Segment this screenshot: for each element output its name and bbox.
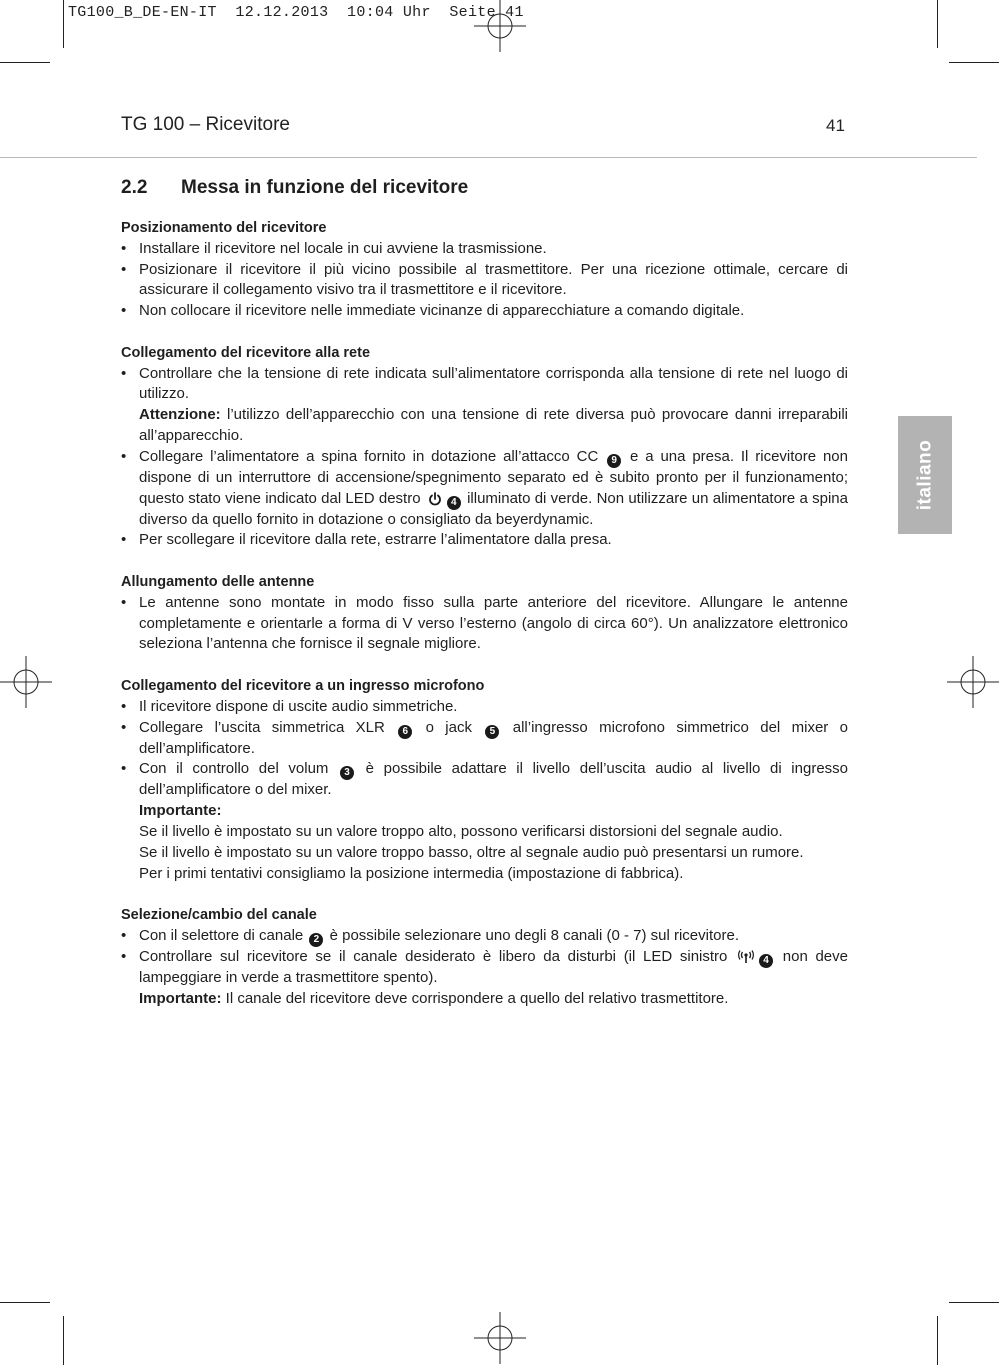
mic-item2-text-c: all’ingresso microfono simmetrico del mixer o dell’amplificatore.	[139, 718, 848, 757]
mic-title: Collegamento del ricevitore a un ingresso microfono	[121, 677, 485, 694]
antenna-icon	[738, 950, 754, 964]
section-number: 2.2	[121, 177, 148, 198]
positioning-block	[121, 218, 848, 322]
power-led-badge: 4	[447, 496, 461, 510]
registration-mark-top	[474, 0, 526, 52]
warning-text: l’utilizzo dell’apparecchio con una tensione di rete diversa può provocare danni irreparabili all’apparecchio.	[139, 406, 848, 444]
channel-block	[121, 905, 848, 1009]
crop-mark	[937, 0, 938, 48]
mic-item2-text-a: Collegare l’uscita simmetrica XLR	[139, 718, 397, 736]
xlr-output-badge: 6	[398, 725, 412, 739]
important-line: Per i primi tentativi consigliamo la posizione intermedia (impostazione di fabbrica).	[139, 864, 684, 882]
warning-label: Attenzione:	[139, 406, 221, 424]
language-tab	[898, 416, 952, 534]
crop-mark	[949, 62, 999, 63]
mic-item3-text-b: è possibile adattare il livello dell’uscita audio al livello di ingresso dell’amplificatore o del mixer.	[139, 760, 848, 799]
jack-output-badge: 5	[485, 725, 499, 739]
main-content	[121, 176, 848, 1030]
channel-item2-text-b: non deve lampeggiare in verde a trasmettitore spento).	[139, 947, 848, 986]
important-label: Importante:	[139, 802, 222, 820]
antennas-block	[121, 572, 848, 655]
section-title: Messa in funzione del ricevitore	[181, 177, 469, 198]
volume-control-badge: 3	[340, 766, 354, 780]
list-item	[121, 926, 848, 947]
mains-item2-text-a: Collegare l’alimentatore a spina fornito in dotazione all’attacco CC	[139, 447, 606, 465]
channel-item1-text-a: Con il selettore di canale	[139, 926, 308, 944]
crop-mark	[63, 0, 64, 48]
language-tab-label: italiano	[914, 439, 936, 511]
channel-title: Selezione/cambio del canale	[121, 907, 317, 924]
list-item	[121, 947, 848, 1010]
list-item: • Per scollegare il ricevitore dalla rete, estrarre l’alimentatore dalla presa.	[121, 530, 848, 551]
mains-warning	[139, 405, 848, 447]
power-icon	[428, 492, 442, 506]
list-item: • Posizionare il ricevitore il più vicino possibile al trasmettitore. Per una ricezione ottimale, cercare di assicurare il collegamento visivo tra il trasmettitore e il ricevitore.	[121, 260, 848, 302]
list-item: • Installare il ricevitore nel locale in cui avviene la trasmissione.	[121, 239, 848, 260]
antennas-list	[121, 593, 848, 655]
important-line: Se il livello è impostato su un valore troppo alto, possono verificarsi distorsioni del segnale audio.	[139, 822, 783, 840]
crop-mark	[0, 1302, 50, 1303]
registration-mark-left	[0, 656, 52, 708]
registration-mark-right	[947, 656, 999, 708]
channel-important	[139, 989, 848, 1010]
important-text: Il canale del ricevitore deve corrispondere a quello del relativo trasmettitore.	[221, 989, 729, 1007]
list-item: • Le antenne sono montate in modo fisso sulla parte anteriore del ricevitore. Allungare le antenne completamente e orientarle a forma di V verso l’esterno (angolo di circa 60°). Un analizzatore elettronico seleziona l’antenna che fornisce il segnale migliore.	[121, 593, 848, 655]
positioning-list	[121, 239, 848, 322]
list-item	[121, 447, 848, 531]
mains-title: Collegamento del ricevitore alla rete	[121, 344, 371, 361]
list-item	[121, 718, 848, 760]
channel-list	[121, 926, 848, 1010]
page-header-title: TG 100 – Ricevitore	[121, 114, 290, 135]
mic-block	[121, 676, 848, 884]
list-item	[121, 364, 848, 447]
channel-item2-text-a: Controllare sul ricevitore se il canale desiderato è libero da disturbi (il LED sinistro	[139, 947, 736, 965]
mic-list	[121, 697, 848, 885]
mains-item2-text-c: illuminato di verde. Non utilizzare un alimentatore a spina diverso da quello fornito in dotazione o consigliato da beyerdynamic.	[139, 489, 848, 528]
positioning-title: Posizionamento del ricevitore	[121, 220, 327, 236]
page-number: 41	[826, 116, 845, 135]
channel-item1-text-b: è possibile selezionare uno degli 8 canali (0 - 7) sul ricevitore.	[325, 926, 739, 944]
channel-selector-badge: 2	[309, 933, 323, 947]
crop-mark	[0, 62, 50, 63]
registration-mark-bottom	[474, 1312, 526, 1364]
mains-item1-text: Controllare che la tensione di rete indicata sull’alimentatore corrisponda alla tensione di rete nel luogo di utilizzo.	[139, 364, 848, 403]
mains-list	[121, 364, 848, 552]
mic-item3-text-a: Con il controllo del volum	[139, 760, 339, 778]
mains-item2-text-b: e a una presa. Il ricevitore non dispone di un interruttore di accensione/spegnimento separato ed è subito pronto per il funzionamento; questo stato viene indicato dal LED destro	[139, 447, 848, 507]
important-line: Se il livello è impostato su un valore troppo basso, oltre al segnale audio può presentarsi un rumore.	[139, 843, 804, 861]
signal-led-badge: 4	[759, 954, 773, 968]
crop-mark	[63, 1316, 64, 1365]
list-item: • Non collocare il ricevitore nelle immediate vicinanze di apparecchiature a comando digitale.	[121, 301, 848, 322]
section-heading	[121, 176, 848, 200]
crop-mark	[949, 1302, 999, 1303]
dc-socket-badge: 9	[607, 454, 621, 468]
header-divider	[0, 157, 977, 158]
list-item	[121, 759, 848, 884]
print-slug: TG100_B_DE-EN-IT 12.12.2013 10:04 Uhr Seite 41	[68, 4, 524, 21]
mic-item2-text-b: o jack	[414, 718, 484, 736]
important-label: Importante:	[139, 989, 222, 1007]
antennas-title: Allungamento delle antenne	[121, 573, 315, 590]
list-item: • Il ricevitore dispone di uscite audio simmetriche.	[121, 697, 848, 718]
crop-mark	[937, 1316, 938, 1365]
mains-block	[121, 343, 848, 551]
